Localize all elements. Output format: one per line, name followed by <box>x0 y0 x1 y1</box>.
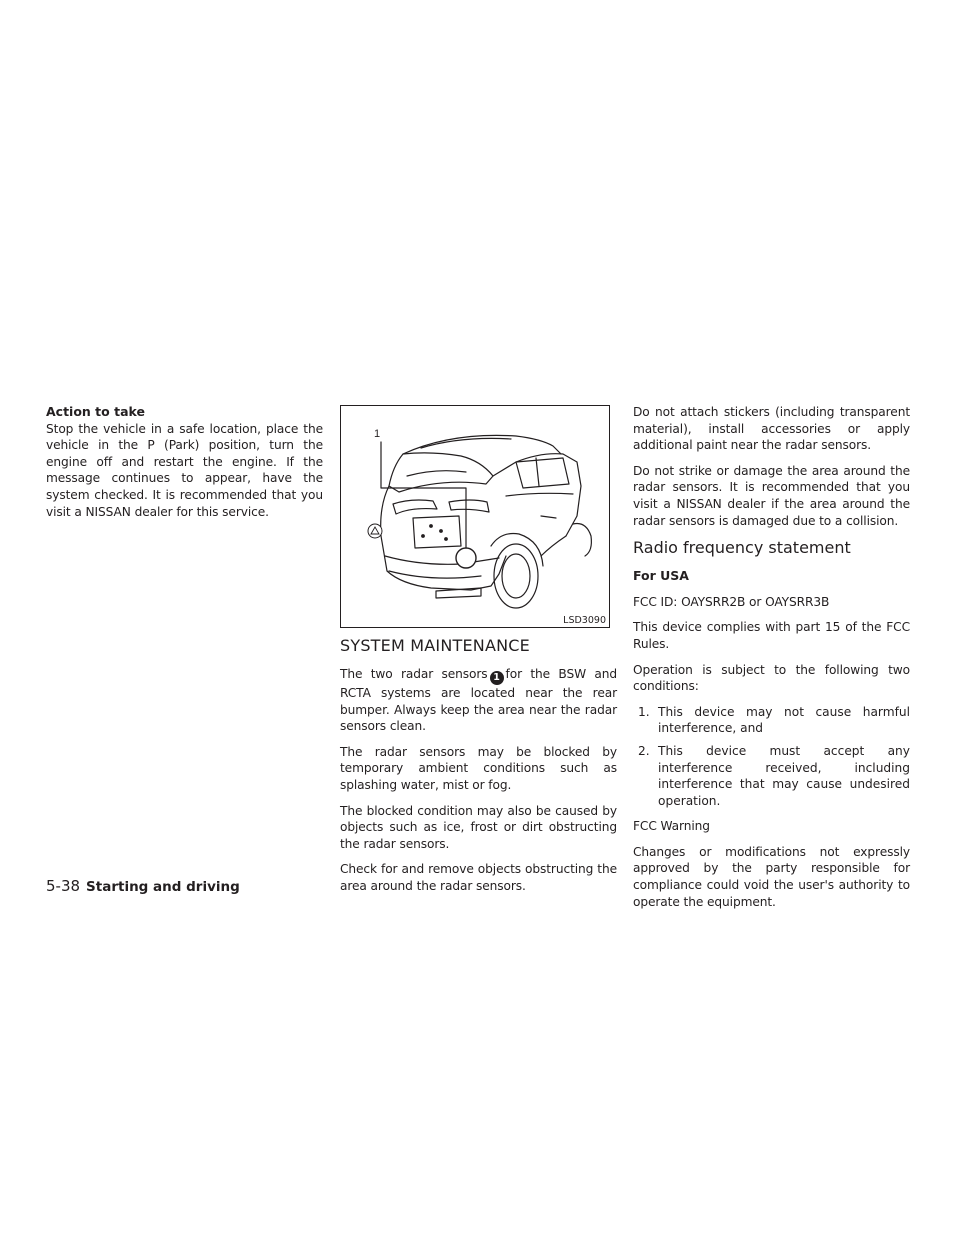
maintenance-paragraph-2: The radar sensors may be blocked by temporary ambient conditions such as splashing water, mist or fog. <box>340 744 617 792</box>
list-item <box>633 704 910 737</box>
damage-paragraph: Do not strike or damage the area around the radar sensors. It is recommended that you visit a NISSAN dealer if the area around the radar sensors is damaged due to a collision. <box>633 463 910 528</box>
maintenance-paragraph-1 <box>340 666 617 735</box>
column-right <box>633 404 910 910</box>
page-footer <box>46 876 240 895</box>
list-item-number: 1. <box>638 704 650 719</box>
radio-frequency-heading: Radio frequency statement <box>633 538 851 558</box>
radar-sensor-marker <box>456 548 476 568</box>
list-item-text: This device must accept any interference received, including interference that may cause undesired operation. <box>658 743 910 808</box>
radar-sensor-figure <box>340 405 610 628</box>
figure-callout-label: 1 <box>374 428 381 440</box>
fcc-warning-label: FCC Warning <box>633 819 710 834</box>
page-number: 5-38 <box>46 877 81 895</box>
column-left <box>46 404 323 529</box>
section-name: Starting and driving <box>86 879 240 895</box>
conditions-list <box>633 704 910 810</box>
system-maintenance-heading: SYSTEM MAINTENANCE <box>340 636 530 655</box>
action-heading: Action to take <box>46 404 145 419</box>
list-item-number: 2. <box>638 743 650 758</box>
operation-paragraph: Operation is subject to the following two conditions: <box>633 662 910 694</box>
complies-paragraph: This device complies with part 15 of the FCC Rules. <box>633 620 910 651</box>
maintenance-paragraph-3: The blocked condition may also be caused by objects such as ice, frost or dirt obstructing the radar sensors. <box>340 803 617 851</box>
callout-1-icon: 1 <box>490 671 504 685</box>
column-middle <box>340 636 617 904</box>
maintenance-p1-end: for the BSW and RCTA systems are located near the rear bumper. Always keep the area near the radar sensors clean. <box>340 667 618 734</box>
sensor-warning-icon <box>368 524 382 538</box>
list-item <box>633 743 910 809</box>
rear-vehicle-illustration <box>341 406 609 627</box>
maintenance-paragraph-4: Check for and remove objects obstructing the area around the radar sensors. <box>340 862 617 893</box>
maintenance-p1-start: The two radar sensors <box>340 667 488 681</box>
figure-code: LSD3090 <box>563 615 606 626</box>
list-item-text: This device may not cause harmful interference, and <box>658 704 910 736</box>
changes-paragraph: Changes or modifications not expressly approved by the party responsible for compliance could void the user's authority to operate the equipment. <box>633 844 910 909</box>
action-paragraph: Stop the vehicle in a safe location, place the vehicle in the P (Park) position, turn the engine off and restart the engine. If the message continues to appear, have the system checked. It is recommended that you visit a NISSAN dealer for this service. <box>46 421 323 519</box>
fcc-id: FCC ID: OAYSRR2B or OAYSRR3B <box>633 594 830 609</box>
usa-heading: For USA <box>633 568 689 584</box>
stickers-paragraph: Do not attach stickers (including transparent material), install accessories or apply additional paint near the radar sensors. <box>633 405 910 453</box>
